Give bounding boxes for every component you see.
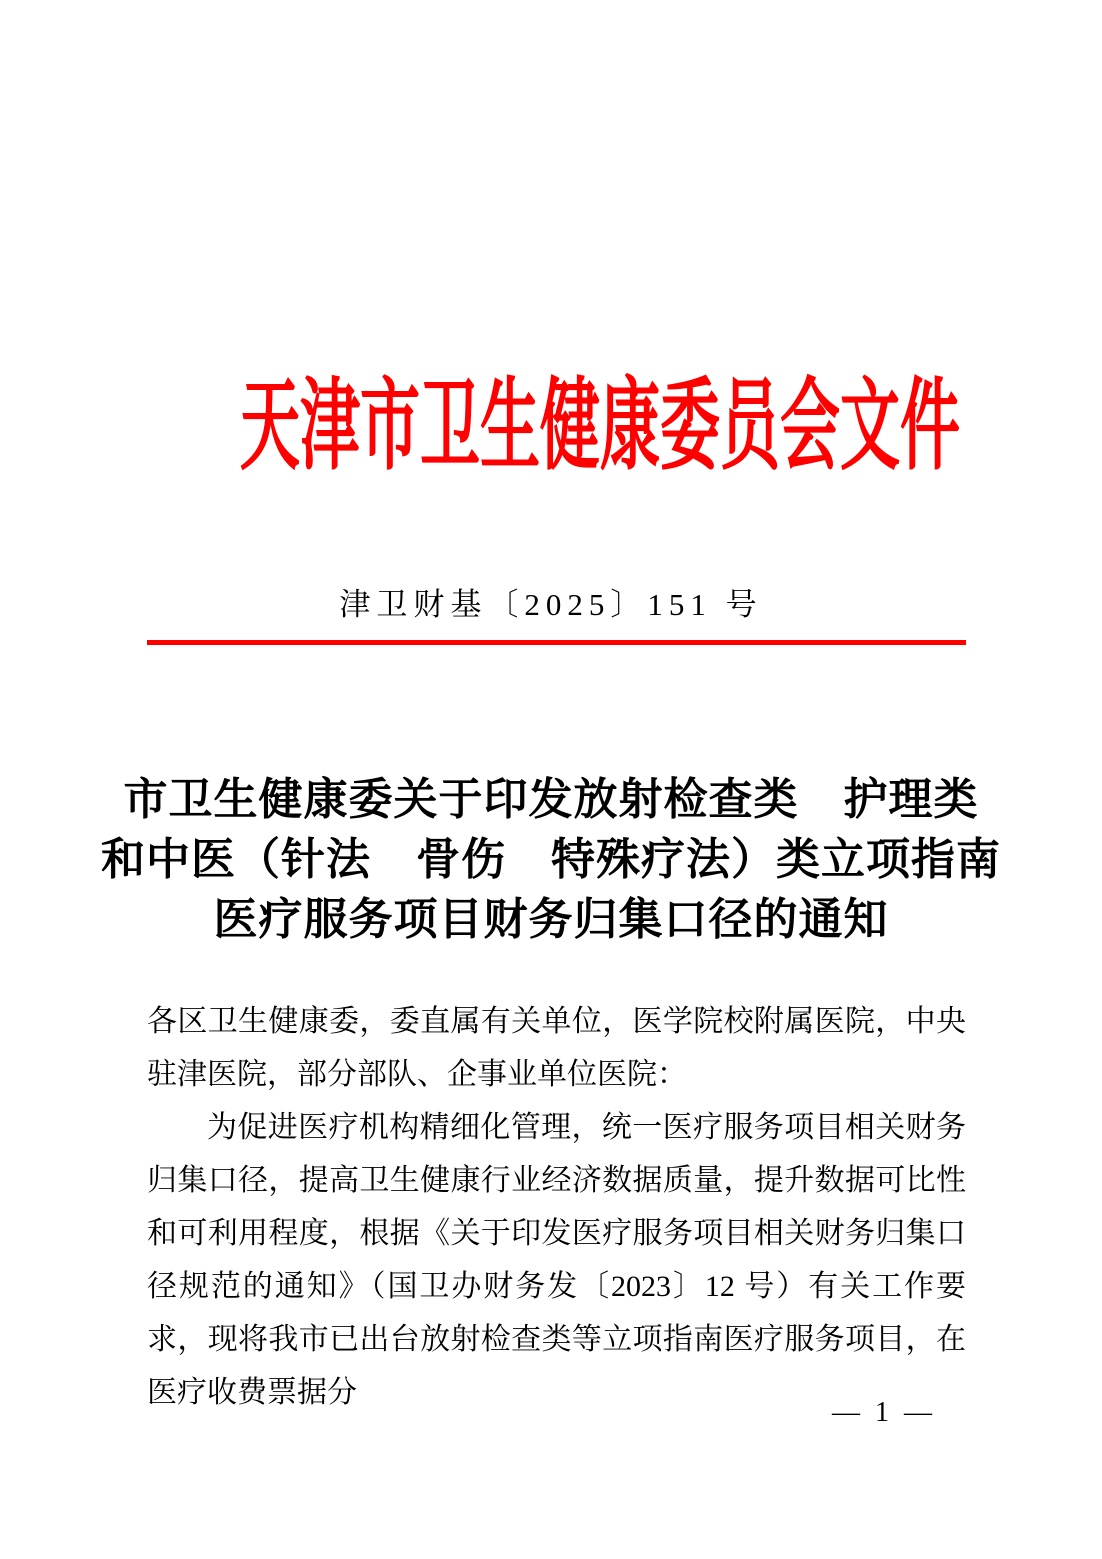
notice-body (147, 995, 966, 1419)
notice-title-line-2: 和中医（针法 骨伤 特殊疗法）类立项指南 (101, 835, 1001, 884)
page-number: — 1 — (832, 1397, 936, 1428)
notice-title-line-1: 市卫生健康委关于印发放射检查类 护理类 (123, 775, 979, 824)
notice-title-line-3: 医疗服务项目财务归集口径的通知 (213, 895, 889, 944)
letterhead (0, 371, 1102, 509)
letterhead-org-title: 天津市卫生健康委员会文件 (240, 371, 960, 482)
document-number: 津卫财基〔2025〕151 号 (339, 587, 763, 622)
red-divider-line (147, 640, 966, 645)
notice-title (0, 770, 1102, 950)
recipients-paragraph: 各区卫生健康委，委直属有关单位，医学院校附属医院，中央驻津医院，部分部队、企事业单位医院： (147, 1005, 966, 1091)
body-paragraph: 为促进医疗机构精细化管理，统一医疗服务项目相关财务归集口径，提高卫生健康行业经济数据质量，提升数据可比性和可利用程度，根据《关于印发医疗服务项目相关财务归集口径规范的通知》（国卫办财务发〔2023〕12 号）有关工作要求，现将我市已出台放射检查类等立项指南医疗服务项目，在医疗收费票据分 (147, 1111, 966, 1409)
